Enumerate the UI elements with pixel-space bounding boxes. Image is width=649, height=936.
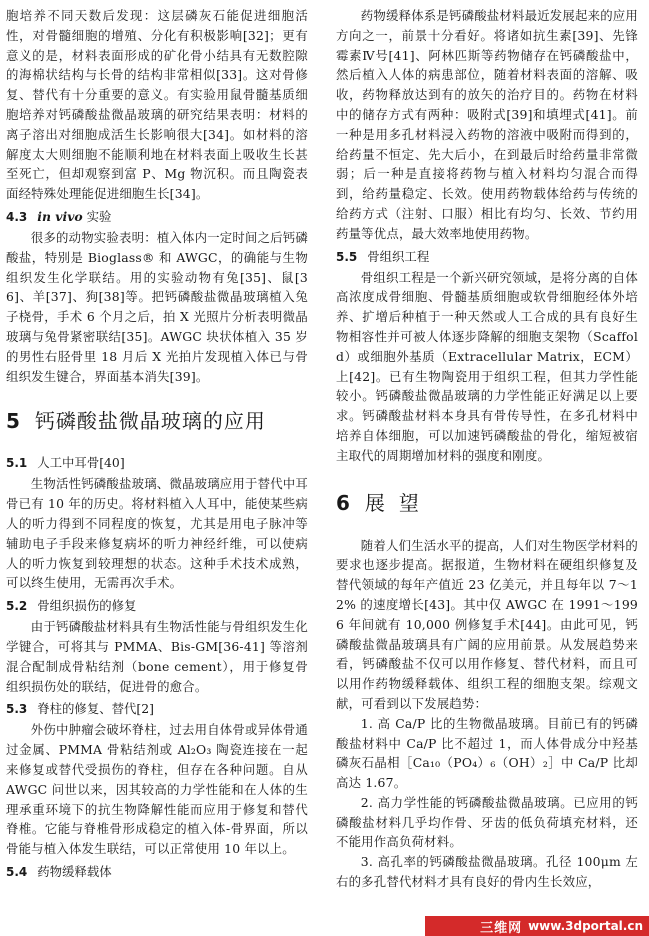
section-number: 5.3 xyxy=(6,702,28,717)
section-number: 5 xyxy=(6,409,21,434)
section-title: 实验 xyxy=(86,208,112,224)
section-5-3-heading xyxy=(6,698,308,720)
paragraph-cell-culture: 胞培养不同天数后发现：这层磷灰石能促进细胞活性，对骨髓细胞的增殖、分化有积极影响[32]；更有意义的是，材料表面形成的矿化骨小结具有无数腔隙的海棉状结构与长骨的结构非常相似[33]。这对骨修复、替代有十分重要的意义。有实验用鼠骨髓基质细胞培养对钙磷酸盐微晶玻璃的研究结果表明：材料的离子溶出对细胞成活生长影响很大[34]。如材料的溶解度太大则细胞不能顺利地在材料表面上吸收生长甚至死亡，但却观察到富 P、Mg 物沉积。而且陶瓷表面经特殊处理能促进细胞生长[34]。 xyxy=(6,8,308,202)
section-title: 骨组织损伤的修复 xyxy=(37,598,137,614)
section-5-5-heading xyxy=(336,246,638,268)
paragraph-bone-repair: 由于钙磷酸盐材料具有生物活性能与骨组织发生化学键合，可将其与 PMMA、Bis-GM[36-41] 等溶剂混合配制成骨粘结剂（bone cement），用于修复骨组织损伤处的联结，促进骨的愈合。 xyxy=(6,619,308,694)
left-column xyxy=(6,6,308,883)
watermark-brand: 三维网 xyxy=(480,920,523,936)
paragraph-trend-3: 3. 高孔率的钙磷酸盐微晶玻璃。孔径 100μm 左右的多孔替代材料才具有良好的骨内生长效应， xyxy=(336,854,638,890)
section-number: 5.5 xyxy=(336,249,358,264)
section-6-heading xyxy=(336,490,638,516)
site-watermark xyxy=(425,916,649,936)
section-5-2-heading xyxy=(6,595,308,617)
section-number: 5.2 xyxy=(6,599,28,614)
section-5-4-heading xyxy=(6,861,308,883)
paragraph-drug-release: 药物缓释体系是钙磷酸盐材料最近发展起来的应用方向之一，前景十分看好。将诸如抗生素[39]、先锋霉素Ⅳ号[41]、阿林匹斯等药物储存在钙磷酸盐中，然后植入人体的病患部位，随着材料表面的溶解、吸收，药物释放达到有的放矢的治疗目的。药物在材料中的储存方式有两种：吸附式[39]和填埋式[41]。前一种是用多孔材料浸入药物的溶液中吸附而得到的，给药量不恒定、先大后小，在到最后时给药量非常微弱；后一种是直接将药物与植入材料均匀混合而得到，给药量稳定、长效。使用药物载体给药与传统的给药方式（注射、口服）相比有均匀、长效、节约用药量等优点，最大效率地使用药物。 xyxy=(336,8,638,241)
section-title: 展望 xyxy=(364,490,433,515)
section-title: 人工中耳骨[40] xyxy=(37,455,125,471)
section-title: 钙磷酸盐微晶玻璃的应用 xyxy=(34,409,266,434)
paragraph-in-vivo: 很多的动物实验表明：植入体内一定时间之后钙磷酸盐，特别是 Bioglass® 和 AWGC，的确能与生物组织发生化学联结。用的实验动物有兔[35]、鼠[36]、羊[37]、狗[38]等。把钙磷酸盐微晶玻璃植入兔子桡骨，手术 6 个月之后，拍 X 光照片分析表明微晶玻璃与兔骨紧密联结[35]。AWGC 块状体植入 35 岁的男性右胫骨里 18 月后 X 光拍片发现植入体已与骨组织发生键合，界面基本消失[39]。 xyxy=(6,229,308,384)
section-title-italic: in vivo xyxy=(37,208,83,224)
section-5-1-heading xyxy=(6,452,308,474)
section-title: 骨组织工程 xyxy=(367,248,430,264)
section-number: 6 xyxy=(336,490,351,515)
section-title: 药物缓释载体 xyxy=(37,863,112,879)
right-column xyxy=(336,6,638,892)
paragraph-trend-2: 2. 高力学性能的钙磷酸盐微晶玻璃。已应用的钙磷酸盐材料几乎均作骨、牙齿的低负荷填充材料，还不能用作高负荷材料。 xyxy=(336,794,638,850)
paragraph-spine: 外伤中肿瘤会破坏脊柱，过去用自体骨或异体骨通过金属、PMMA 骨粘结剂或 Al₂O₃ 陶瓷连接在一起来修复或替代受损伤的脊柱，但存在各种问题。自从 AWGC 问世以来，因其较高的力学性能和在人体的生理承重环境下的抗生物降解性能而应用于修复和替代脊椎。它能与脊椎骨形成稳定的植入体-骨界面，所以骨能与植入体发生联结，可以正常使用 10 年以上。 xyxy=(6,722,308,857)
section-number: 5.1 xyxy=(6,456,28,471)
section-number: 4.3 xyxy=(6,209,28,224)
section-4-3-heading xyxy=(6,206,308,228)
section-title: 脊柱的修复、替代[2] xyxy=(37,701,154,717)
section-5-heading xyxy=(6,408,308,434)
paragraph-trend-1: 1. 高 Ca/P 比的生物微晶玻璃。目前已有的钙磷酸盐材料中 Ca/P 比不超过 1，而人体骨成分中羟基磷灰石晶相［Ca₁₀（PO₄）₆（OH）₂］中 Ca/P 比却高达 1.67。 xyxy=(336,715,638,791)
watermark-url: www.3dportal.cn xyxy=(528,919,643,933)
section-number: 5.4 xyxy=(6,864,28,879)
paragraph-middle-ear: 生物活性钙磷酸盐玻璃、微晶玻璃应用于替代中耳骨已有 10 年的历史。将材料植入人耳中，能使某些病人的听力得到不同程度的恢复，尤其是用电子脉冲等辅助电子手段来修复病坏的听力神经纤维，可以使病人的听力恢复到较理想的状态。这种手术技术成熟，可以终生使用，无需再次手术。 xyxy=(6,476,308,591)
paragraph-outlook: 随着人们生活水平的提高，人们对生物医学材料的要求也逐步提高。据报道，生物材料在硬组织修复及替代领域的每年产值近 23 亿美元，并且每年以 7～12% 的速度增长[43]。其中仅 AWGC 在 1991～1996 年间就有 10,000 例修复手术[44]。由此可见，钙磷酸盐微晶玻璃具有广阔的应用前景。从发展趋势来看，钙磷酸盐不仅可以用作修复、替代材料，而且可以用作药物缓释载体、组织工程的细胞支架。综观文献，可看到以下发展趋势： xyxy=(336,537,638,711)
paragraph-tissue-engineering: 骨组织工程是一个新兴研究领域，是将分离的自体高浓度成骨细胞、骨髓基质细胞或软骨细胞经体外培养、扩增后种植于一种天然或人工合成的具有良好生物相容性并可被人体逐步降解的细胞支架物（Scaffold）或细胞外基质（Extracellular Matrix，ECM）上[42]。已有生物陶瓷用于组织工程，但其力学性能较小。钙磷酸盐微晶玻璃的力学性能正好满足以上要求。钙磷酸盐材料本身具有骨传导性，在多孔材料中培养自体细胞，可以加速钙磷酸盐的骨化，缩短被宿主取代的周期增加材料的强度和刚度。 xyxy=(336,269,638,463)
